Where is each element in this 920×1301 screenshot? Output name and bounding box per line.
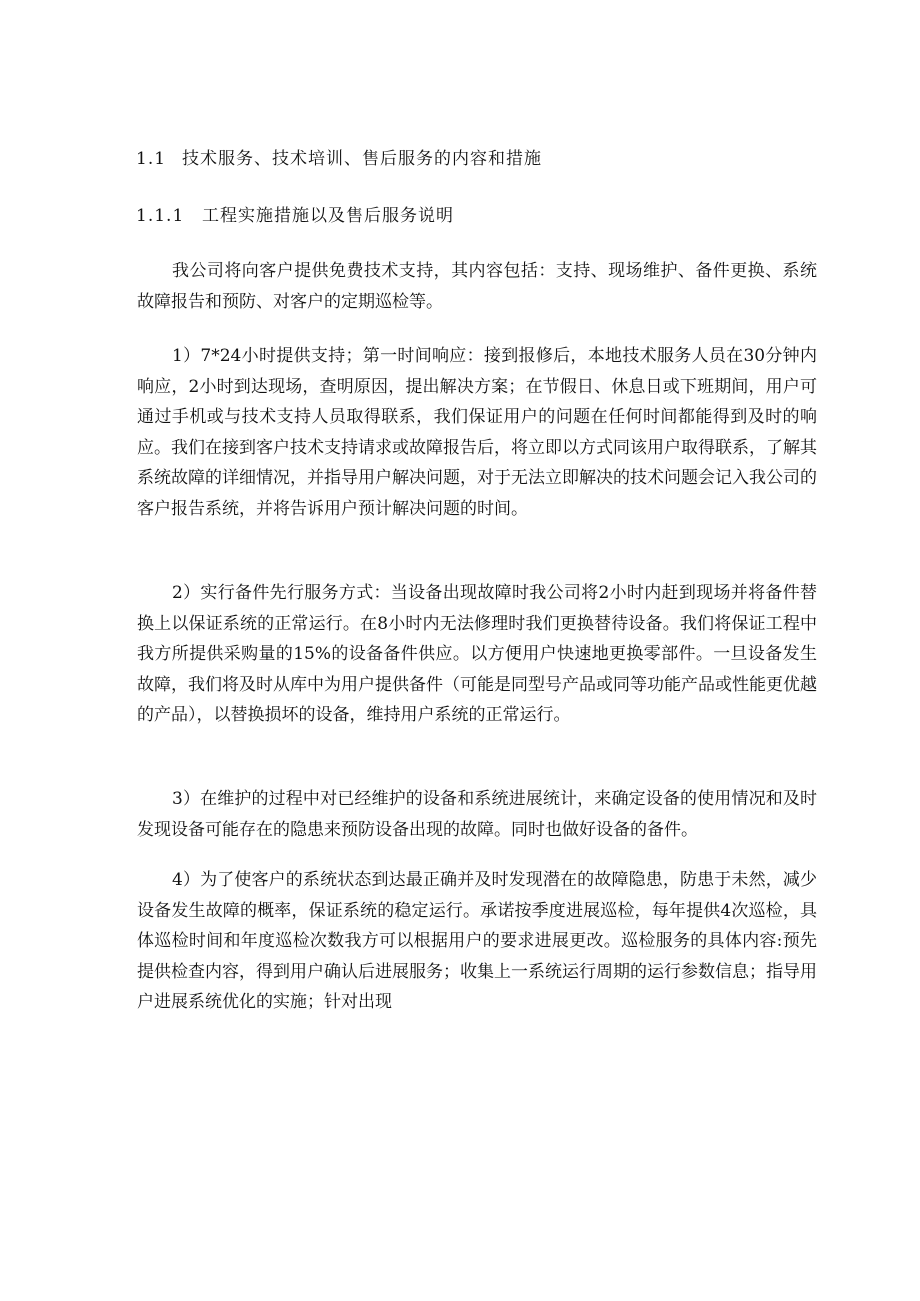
paragraph-item-1: 1）7*24小时提供支持；第一时间响应：接到报修后，本地技术服务人员在30分钟内响应，2小时到达现场，查明原因，提出解决方案；在节假日、休息日或下班期间，用户可通过手机或与技术支持人员取得联系，我们保证用户的问题在任何时间都能得到及时的响应。我们在接到客户技术支持请求或故障报告后，将立即以方式同该用户取得联系，了解其系统故障的详细情况，并指导用户解决问题，对于无法立即解决的技术问题会记入我公司的客户报告系统，并将告诉用户预计解决问题的时间。	[137, 346, 817, 519]
paragraph-item-2: 2）实行备件先行服务方式：当设备出现故障时我公司将2小时内赶到现场并将备件替换上以保证系统的正常运行。在8小时内无法修理时我们更换替待设备。我们将保证工程中我方所提供采购量的15%的设备备件供应。以方便用户快速地更换零部件。一旦设备发生故障，我们将及时从库中为用户提供备件（可能是同型号产品或同等功能产品或性能更优越的产品），以替换损坏的设备，维持用户系统的正常运行。	[137, 583, 817, 725]
paragraph-intro: 我公司将向客户提供免费技术支持，其内容包括：支持、现场维护、备件更换、系统故障报告和预防、对客户的定期巡检等。	[137, 261, 817, 312]
paragraph-item-4: 4）为了使客户的系统状态到达最正确并及时发现潜在的故障隐患，防患于未然，减少设备发生故障的概率，保证系统的稳定运行。承诺按季度进展巡检，每年提供4次巡检，具体巡检时间和年度巡检次数我方可以根据用户的要求进展更改。巡检服务的具体内容:预先提供检查内容，得到用户确认后进展服务；收集上一系统运行周期的运行参数信息；指导用户进展系统优化的实施；针对出现	[137, 870, 817, 1012]
section-number: 1.1	[136, 149, 167, 169]
paragraph-item-3: 3）在维护的过程中对已经维护的设备和系统进展统计，来确定设备的使用情况和及时发现设备可能存在的隐患来预防设备出现的故障。同时也做好设备的备件。	[137, 789, 817, 840]
section-heading	[136, 144, 542, 169]
subsection-heading	[136, 201, 454, 226]
subsection-title: 工程实施措施以及售后服务说明	[202, 206, 454, 226]
subsection-number: 1.1.1	[136, 206, 185, 226]
section-title: 技术服务、技术培训、售后服务的内容和措施	[182, 149, 542, 169]
